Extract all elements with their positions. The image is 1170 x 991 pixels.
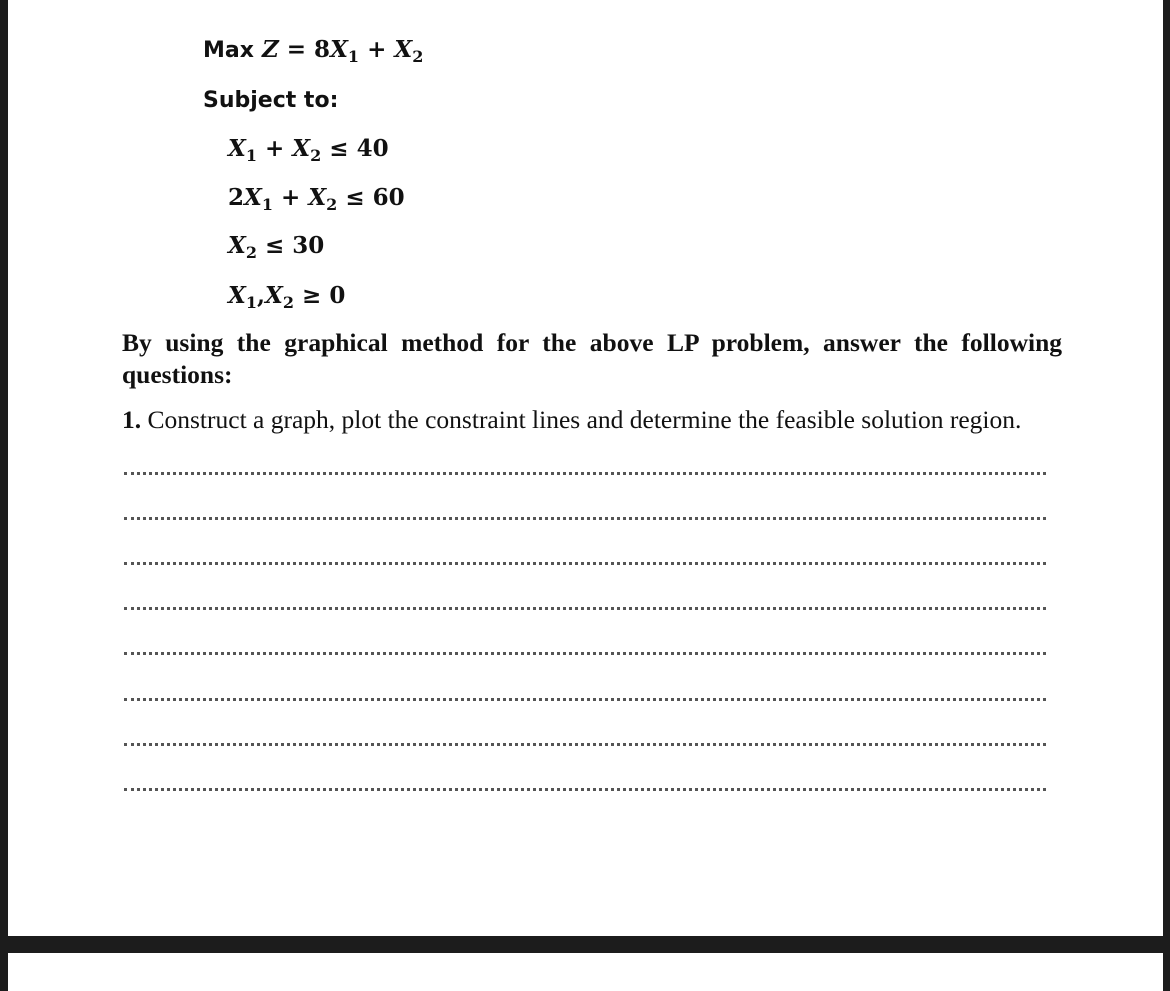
c4-x1: X <box>228 282 246 309</box>
answer-line <box>124 607 1046 610</box>
c1-sub1: 1 <box>245 146 257 165</box>
c3-rel: ≤ <box>257 232 293 259</box>
instructions-paragraph: By using the graphical method for the above LP problem, answer the following questions: <box>122 328 1062 389</box>
constraint-3 <box>228 232 325 262</box>
constraint-2 <box>228 184 405 214</box>
objective-var: Z <box>261 36 279 63</box>
objective-x1: X <box>330 36 348 63</box>
c2-rel: ≤ <box>337 184 373 211</box>
answer-line <box>124 562 1046 565</box>
c2-sub2: 2 <box>326 195 338 214</box>
c1-op: + <box>257 135 293 162</box>
objective-x2: X <box>394 36 413 63</box>
objective-function <box>203 36 424 66</box>
c1-x1: X <box>228 135 246 162</box>
answer-line <box>124 788 1046 791</box>
c2-coef: 2 <box>228 184 245 211</box>
answer-line <box>124 517 1046 520</box>
c3-sub2: 2 <box>245 243 257 262</box>
objective-eq: = <box>278 36 315 63</box>
answer-line <box>124 743 1046 746</box>
c1-rel: ≤ <box>321 135 357 162</box>
answer-line <box>124 472 1046 475</box>
c2-rhs: 60 <box>372 184 405 211</box>
c2-x1: X <box>244 184 262 211</box>
objective-max: Max <box>203 38 254 63</box>
c2-x2: X <box>308 184 327 211</box>
objective-sub2: 2 <box>412 47 424 66</box>
answer-line <box>124 698 1046 701</box>
question-1-text: Construct a graph, plot the constraint lines and determine the feasible solution region. <box>141 405 1022 434</box>
c4-rhs: 0 <box>329 282 346 309</box>
c1-sub2: 2 <box>310 146 322 165</box>
constraint-4 <box>228 282 346 312</box>
objective-sub1: 1 <box>347 47 360 66</box>
subject-to-label: Subject to: <box>203 88 339 113</box>
c1-rhs: 40 <box>356 135 389 162</box>
c4-sub1: 1 <box>245 293 257 312</box>
c4-sub2: 2 <box>282 293 295 312</box>
c2-sub1: 1 <box>261 195 274 214</box>
c3-rhs: 30 <box>292 232 325 259</box>
objective-coef: 8 <box>314 36 331 63</box>
c4-rel: ≥ <box>294 282 330 309</box>
c2-op: + <box>273 184 309 211</box>
document-page <box>8 0 1163 936</box>
answer-line <box>124 652 1046 655</box>
question-1 <box>122 405 1021 435</box>
c3-x2: X <box>228 232 246 259</box>
objective-plus: + <box>359 36 395 63</box>
c4-sep: , <box>257 282 266 309</box>
c4-x2: X <box>265 282 283 309</box>
next-page <box>8 953 1163 991</box>
question-1-number: 1. <box>122 405 142 434</box>
c1-x2: X <box>292 135 311 162</box>
constraint-1 <box>228 135 389 165</box>
